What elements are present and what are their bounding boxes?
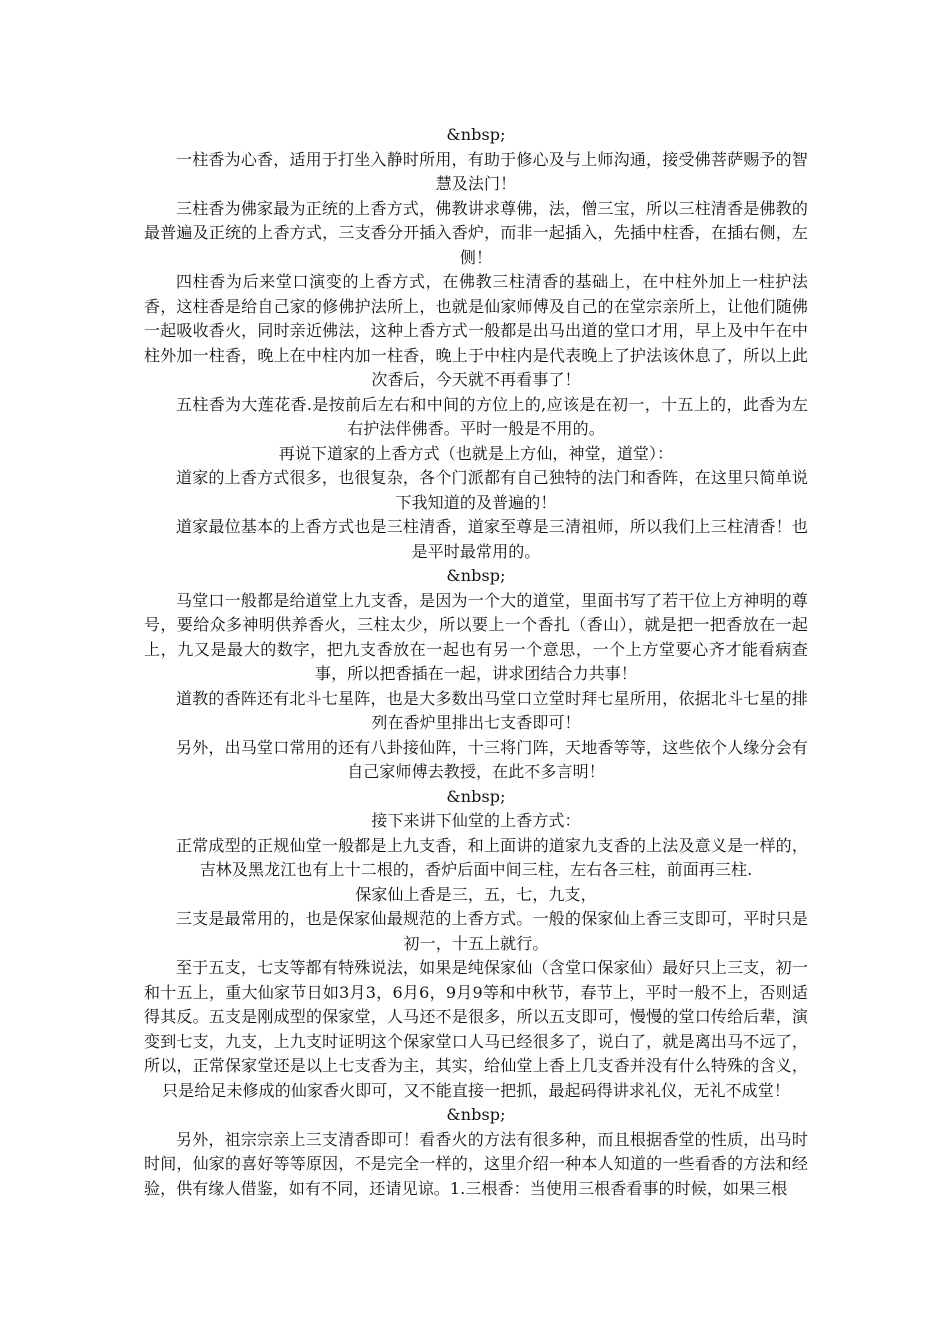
document-body [144, 123, 808, 1201]
paragraph-five-sticks: 五柱香为大莲花香.是按前后左右和中间的方位上的,应该是在初一，十五上的，此香为左右护法伴佛香。平时一般是不用的。 [176, 394, 808, 438]
spacer-nbsp: &nbsp; [446, 786, 506, 806]
paragraph-five-seven: 至于五支，七支等都有特殊说法，如果是纯保家仙（含堂口保家仙）最好只上三支，初一和十五上，重大仙家节日如3月3，6月6，9月9等和中秋节，春节上，平时一般不上，否则适得其反。五支是刚成型的保家堂，人马还不是很多，所以五支即可，慢慢的堂口传给后辈，演变到七支，九支，上九支时证明这个保家堂口人马已经很多了，说白了，就是离出马不远了，所以，正常保家堂还是以上七支香为主，其实，给仙堂上香上几支香并没有什么特殊的含义，只是给足未修成的仙家香火即可，又不能直接一把抓，最起码得讲求礼仪，无礼不成堂！ [144, 958, 808, 1100]
paragraph-three-common: 三支是最常用的，也是保家仙最规范的上香方式。一般的保家仙上香三支即可，平时只是初一，十五上就行。 [176, 909, 808, 953]
section-heading-taoist: 再说下道家的上香方式（也就是上方仙，神堂，道堂）： [278, 443, 674, 463]
paragraph-three-sticks: 三柱香为佛家最为正统的上香方式，佛教讲求尊佛，法，僧三宝，所以三柱清香是佛教的最普遍及正统的上香方式，三支香分开插入香炉，而非一起插入，先插中柱香，在插右侧，左侧！ [144, 198, 808, 267]
paragraph-big-dipper: 道教的香阵还有北斗七星阵，也是大多数出马堂口立堂时拜七星所用，依据北斗七星的排列在香炉里排出七支香即可！ [176, 688, 808, 732]
paragraph-one-stick: 一柱香为心香，适用于打坐入静时所用，有助于修心及与上师沟通，接受佛菩萨赐予的智慧及法门！ [176, 149, 808, 193]
spacer-nbsp: &nbsp; [446, 125, 506, 144]
paragraph-nine-sticks: 马堂口一般都是给道堂上九支香，是因为一个大的道堂，里面书写了若干位上方神明的尊号，要给众多神明供养香火，三柱太少，所以要上一个香扎（香山），就是把一把香放在一起上，九又是最大的数字，把九支香放在一起也有另一个意思，一个上方堂要心齐才能看病查事，所以把香插在一起，讲求团结合力共事！ [144, 590, 808, 683]
paragraph-other-arrays: 另外，出马堂口常用的还有八卦接仙阵，十三将门阵，天地香等等，这些依个人缘分会有自己家师傅去教授，在此不多言明！ [176, 737, 808, 781]
spacer-nbsp: &nbsp; [446, 1105, 506, 1124]
section-heading-family-immortal: 保家仙上香是三，五，七，九支， [355, 884, 597, 904]
paragraph-ancestors: 另外，祖宗宗亲上三支清香即可！看香火的方法有很多种，而且根据香堂的性质，出马时时间，仙家的喜好等等原因，不是完全一样的，这里介绍一种本人知道的一些看香的方法和经验，供有缘人借鉴，如有不同，还请见谅。1.三根香：当使用三根香看事的时候，如果三根 [144, 1129, 808, 1198]
paragraph-taoist-basic: 道家最位基本的上香方式也是三柱清香，道家至尊是三清祖师，所以我们上三柱清香！也是平时最常用的。 [176, 517, 808, 561]
paragraph-taoist-intro: 道家的上香方式很多，也很复杂，各个门派都有自己独特的法门和香阵，在这里只简单说下我知道的及普遍的！ [176, 468, 808, 512]
section-heading-immortal-hall: 接下来讲下仙堂的上香方式： [371, 811, 581, 830]
spacer-nbsp: &nbsp; [446, 566, 506, 585]
paragraph-four-sticks: 四柱香为后来堂口演变的上香方式，在佛教三柱清香的基础上，在中柱外加上一柱护法香，这柱香是给自己家的修佛护法所上，也就是仙家师傅及自己的在堂宗亲所上，让他们随佛一起吸收香火，同时亲近佛法，这种上香方式一般都是出马出道的堂口才用，早上及中午在中柱外加一柱香，晚上在中柱内加一柱香，晚上于中柱内是代表晚上了护法该休息了，所以上此次香后，今天就不再看事了！ [144, 272, 808, 389]
paragraph-immortal-hall: 正常成型的正规仙堂一般都是上九支香，和上面讲的道家九支香的上法及意义是一样的，吉林及黑龙江也有上十二根的，香炉后面中间三柱，左右各三柱，前面再三柱. [176, 835, 808, 879]
